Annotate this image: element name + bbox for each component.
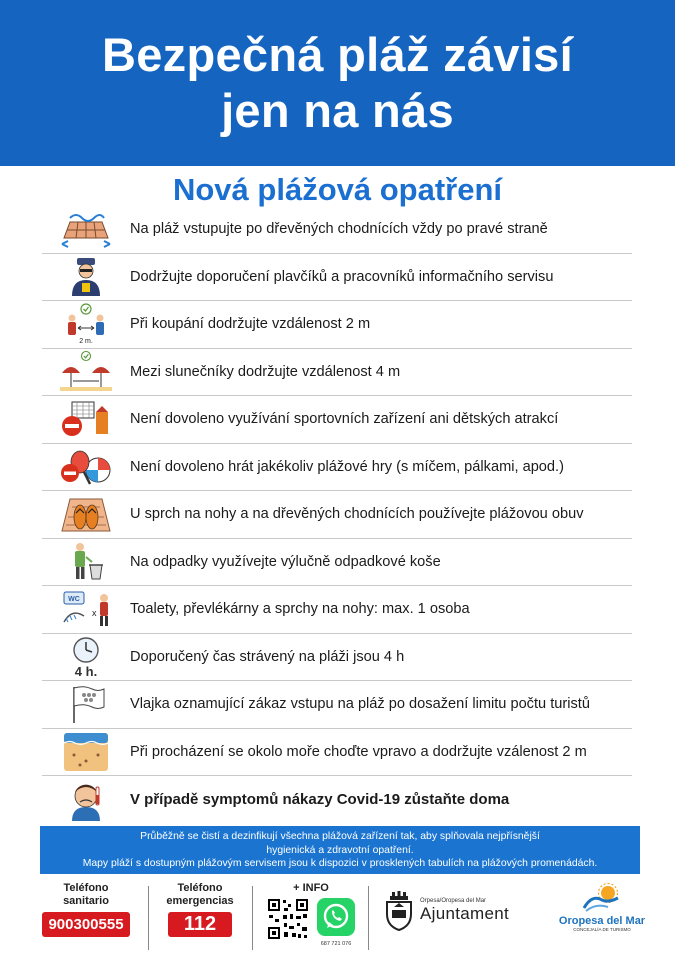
emergency-label-2: emergencias — [166, 895, 234, 907]
emergency-phone-block — [158, 882, 242, 937]
whatsapp-number: 687 721 076 — [320, 941, 352, 947]
notice-line-1: Průběžně se čistí a dezinfikují všechna plážová zařízení tak, aby splňovala nejpřísnější — [140, 831, 540, 842]
notice-line-3: Mapy pláží s dostupným plážovým servisem jsou k dispozici v prosklených tabulích na plážových promenádách. — [82, 858, 598, 869]
header-banner — [0, 0, 675, 166]
ajuntament-logo — [384, 890, 534, 932]
subtitle: Nová plážová opatření — [172, 172, 503, 207]
title-line-2: jen na nás — [221, 84, 454, 137]
rule-text: Na pláž vstupujte po dřevěných chodnících vždy po pravé straně — [130, 221, 548, 238]
rule-item — [42, 776, 632, 824]
lifeguard-icon — [42, 255, 130, 299]
clock-icon — [42, 635, 130, 679]
divider — [368, 886, 369, 950]
notice-box — [40, 826, 640, 874]
sun-wave-icon — [582, 882, 622, 912]
divider — [252, 886, 253, 950]
rule-text: Mezi slunečníky dodržujte vzdálenost 4 m — [130, 363, 401, 380]
info-block — [260, 882, 362, 947]
oropesa-logo — [558, 882, 646, 932]
title-line-1: Bezpečná pláž závisí — [102, 28, 573, 81]
whatsapp-icon[interactable] — [317, 898, 355, 936]
sanitary-label-2: sanitario — [63, 895, 109, 907]
no-games-icon — [42, 445, 130, 489]
toilet-icon — [42, 587, 130, 631]
rule-text: Vlajka oznamující zákaz vstupu na pláž po dosažení limitu počtu turistů — [130, 696, 590, 713]
rule-text: U sprch na nohy a na dřevěných chodnících používejte plážovou obuv — [130, 506, 584, 523]
boardwalk-icon — [42, 207, 130, 251]
qr-code-icon[interactable] — [267, 898, 309, 940]
sick-person-icon — [42, 778, 130, 822]
notice-line-2: hygienická a zdravotní opatření. — [266, 844, 414, 856]
flag-icon — [42, 682, 130, 726]
oropesa-small-text: CONCEJALÍA DE TURISMO — [573, 927, 631, 932]
rule-item — [42, 254, 632, 302]
distance-2m-icon — [42, 302, 130, 346]
rule-text: Na odpadky využívejte výlučně odpadkové koše — [130, 553, 441, 570]
sanitary-phone[interactable]: 900300555 — [42, 912, 129, 937]
rule-item — [42, 491, 632, 539]
rule-item — [42, 396, 632, 444]
trash-bin-icon — [42, 540, 130, 584]
info-label: + INFO — [293, 882, 329, 894]
emergency-phone[interactable]: 112 — [168, 912, 232, 937]
wc-label: WC — [68, 596, 80, 604]
ajuntament-name: Ajuntament — [420, 904, 509, 923]
rule-text: Při koupání dodržujte vzdálenost 2 m — [130, 316, 371, 333]
rule-text: Toalety, převlékárny a sprchy na nohy: max. 1 osoba — [130, 601, 470, 618]
emergency-label-1: Teléfono — [177, 882, 223, 894]
sanitary-label-1: Teléfono — [63, 882, 109, 894]
rule-item — [42, 539, 632, 587]
divider — [148, 886, 149, 950]
ajuntament-small-text: Orpesa/Oropesa del Mar — [420, 898, 487, 904]
rule-item — [42, 729, 632, 777]
rule-text: Při procházení se okolo moře choďte vpravo a dodržujte vzálenost 2 m — [130, 743, 587, 760]
rule-text: Dodržujte doporučení plavčíků a pracovníků informačního servisu — [130, 268, 554, 285]
rule-item — [42, 586, 632, 634]
rule-item — [42, 349, 632, 397]
no-sports-icon — [42, 397, 130, 441]
sanitary-phone-block — [40, 882, 132, 937]
oropesa-name: Oropesa del Mar — [558, 915, 646, 927]
parasol-distance-icon — [42, 350, 130, 394]
distance-label: 2 m. — [79, 338, 93, 346]
rule-text: Doporučený čas strávený na pláži jsou 4 h — [130, 648, 405, 665]
rule-item — [42, 301, 632, 349]
coat-of-arms-icon — [384, 890, 414, 932]
flip-flops-icon — [42, 492, 130, 536]
rule-text: Není dovoleno využívání sportovních zařízení ani dětských atrakcí — [130, 411, 559, 428]
rule-item — [42, 444, 632, 492]
rules-list — [42, 206, 632, 824]
clock-label: 4 h. — [74, 663, 98, 678]
shore-walk-icon — [42, 730, 130, 774]
rule-item — [42, 634, 632, 682]
rule-item — [42, 681, 632, 729]
cross-label: x — [92, 608, 97, 619]
footer — [0, 880, 675, 960]
rule-text: Není dovoleno hrát jakékoliv plážové hry (s míčem, pálkami, apod.) — [130, 458, 564, 475]
rule-item — [42, 206, 632, 254]
rule-text: V případě symptomů nákazy Covid-19 zůstaňte doma — [130, 791, 510, 809]
